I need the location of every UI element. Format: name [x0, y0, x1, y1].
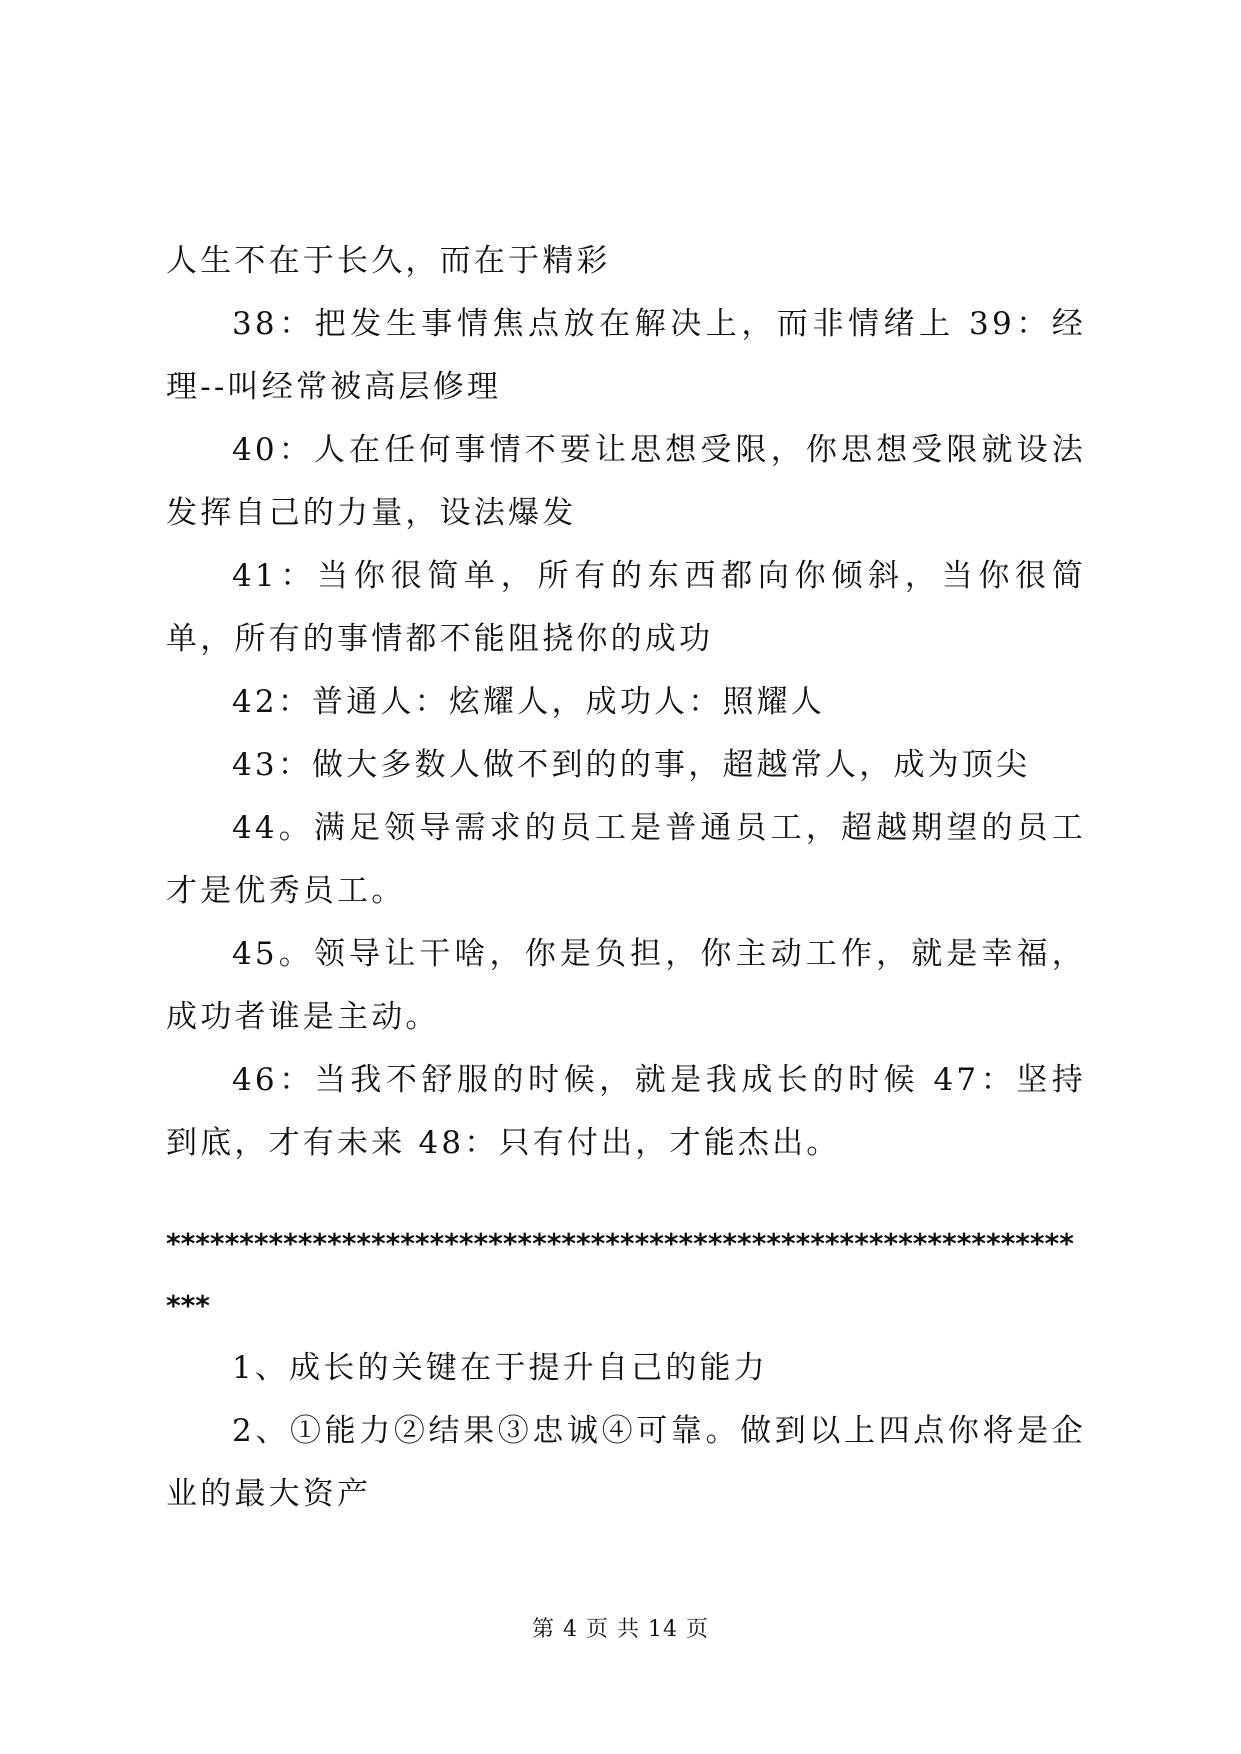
paragraph-point-1: 1、成长的关键在于提升自己的能力	[232, 1350, 768, 1386]
paragraph-41: 41：当你很简单，所有的东西都向你倾斜，当你很简单，所有的事情都不能阻挠你的成功	[166, 558, 1086, 657]
paragraph-43: 43：做大多数人做不到的的事，超越常人，成为顶尖	[232, 747, 1031, 783]
paragraph-0: 人生不在于长久，而在于精彩	[166, 243, 611, 279]
paragraph-44: 44。满足领导需求的员工是普通员工，超越期望的员工才是优秀员工。	[166, 810, 1086, 909]
paragraph-38-39: 38：把发生事情焦点放在解决上，而非情绪上 39：经理--叫经常被高层修理	[166, 306, 1086, 405]
page-footer: 第 4 页 共 14 页	[532, 1617, 709, 1642]
paragraph-42: 42：普通人：炫耀人，成功人：照耀人	[232, 684, 826, 720]
paragraph-46-48: 46：当我不舒服的时候，就是我成长的时候 47：坚持到底，才有未来 48：只有付出，才能杰出。	[166, 1062, 1086, 1161]
document-body	[166, 230, 1086, 1526]
asterisk-separator: *****************************************************************	[166, 1227, 1074, 1322]
paragraph-point-2: 2、①能力②结果③忠诚④可靠。做到以上四点你将是企业的最大资产	[166, 1413, 1086, 1512]
paragraph-40: 40：人在任何事情不要让思想受限，你思想受限就设法发挥自己的力量，设法爆发	[166, 432, 1086, 531]
paragraph-45: 45。领导让干啥，你是负担，你主动工作，就是幸福，成功者谁是主动。	[166, 936, 1086, 1035]
